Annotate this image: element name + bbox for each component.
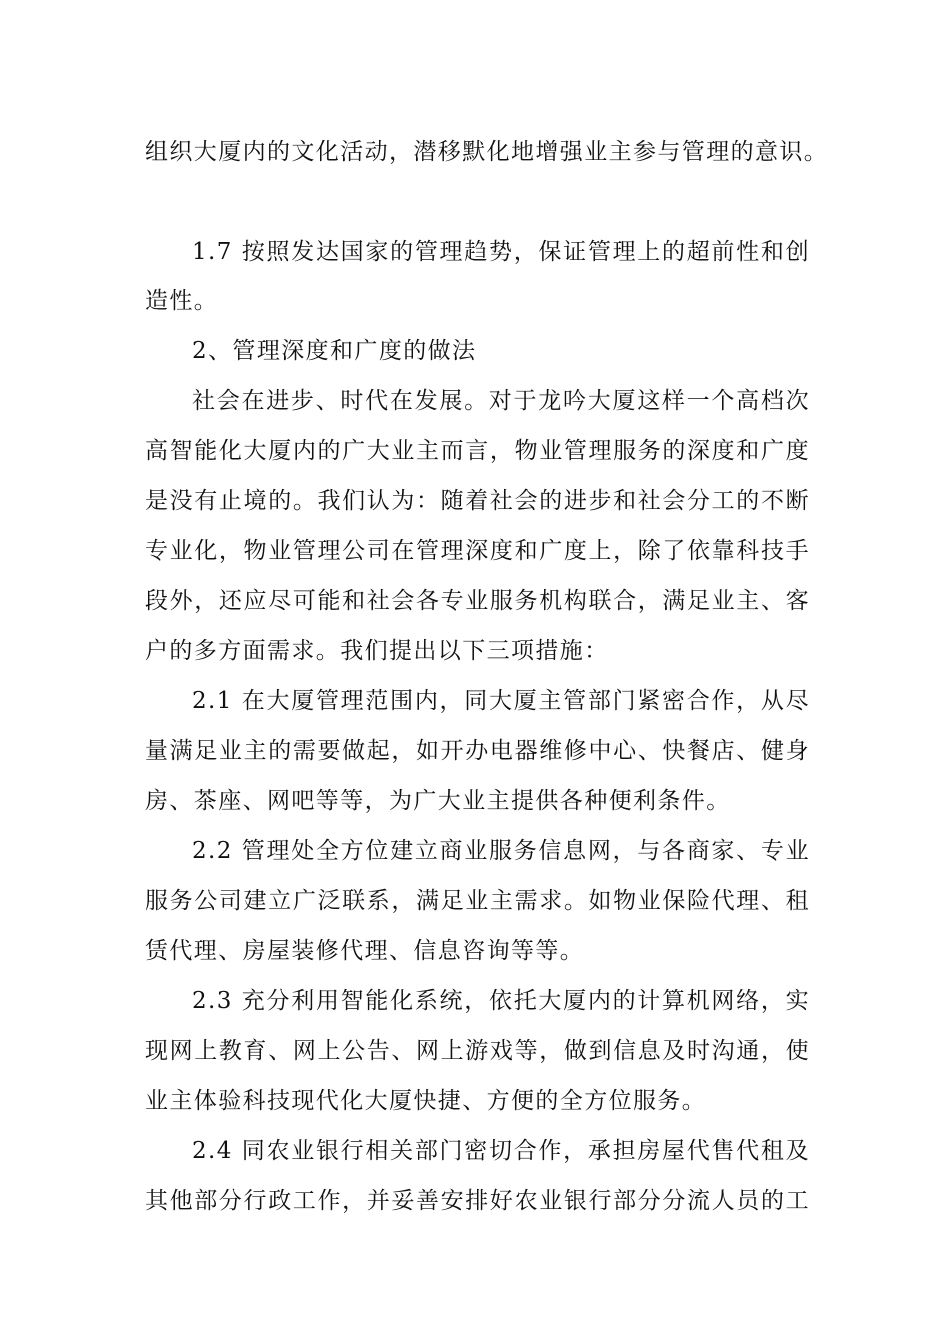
paragraph-line: 现网上教育、网上公告、网上游戏等，做到信息及时沟通，使: [145, 1038, 810, 1064]
paragraph-line: 量满足业主的需要做起，如开办电器维修中心、快餐店、健身: [145, 738, 810, 764]
paragraph-line: 赁代理、房屋装修代理、信息咨询等等。: [145, 938, 585, 964]
paragraph-line: 段外，还应尽可能和社会各专业服务机构联合，满足业主、客: [145, 588, 810, 614]
paragraph-line: 专业化，物业管理公司在管理深度和广度上，除了依靠科技手: [145, 538, 810, 564]
paragraph-line: 高智能化大厦内的广大业主而言，物业管理服务的深度和广度: [145, 438, 810, 464]
paragraph-line: 是没有止境的。我们认为：随着社会的进步和社会分工的不断: [145, 488, 810, 514]
paragraph-line: 其他部分行政工作，并妥善安排好农业银行部分分流人员的工: [145, 1188, 810, 1214]
paragraph-line: 房、茶座、网吧等等，为广大业主提供各种便利条件。: [145, 788, 731, 814]
paragraph-line: 造性。: [145, 288, 219, 314]
paragraph-line: 户的多方面需求。我们提出以下三项措施：: [145, 638, 609, 664]
section-item-2-1: 2.1 在大厦管理范围内，同大厦主管部门紧密合作，从尽: [192, 688, 810, 714]
section-item-2-4: 2.4 同农业银行相关部门密切合作，承担房屋代售代租及: [192, 1138, 810, 1164]
paragraph-line: 业主体验科技现代化大厦快捷、方便的全方位服务。: [145, 1088, 707, 1114]
section-heading-2: 2、管理深度和广度的做法: [192, 338, 477, 364]
section-item-2-3: 2.3 充分利用智能化系统，依托大厦内的计算机网络，实: [192, 988, 810, 1014]
paragraph-line: 服务公司建立广泛联系，满足业主需求。如物业保险代理、租: [145, 888, 810, 914]
section-heading-1-7: 1.7 按照发达国家的管理趋势，保证管理上的超前性和创: [192, 239, 810, 265]
paragraph-line: 社会在进步、时代在发展。对于龙吟大厦这样一个高档次: [192, 388, 810, 414]
section-item-2-2: 2.2 管理处全方位建立商业服务信息网，与各商家、专业: [192, 838, 810, 864]
paragraph-line: 组织大厦内的文化活动，潜移默化地增强业主参与管理的意识。: [145, 139, 829, 165]
